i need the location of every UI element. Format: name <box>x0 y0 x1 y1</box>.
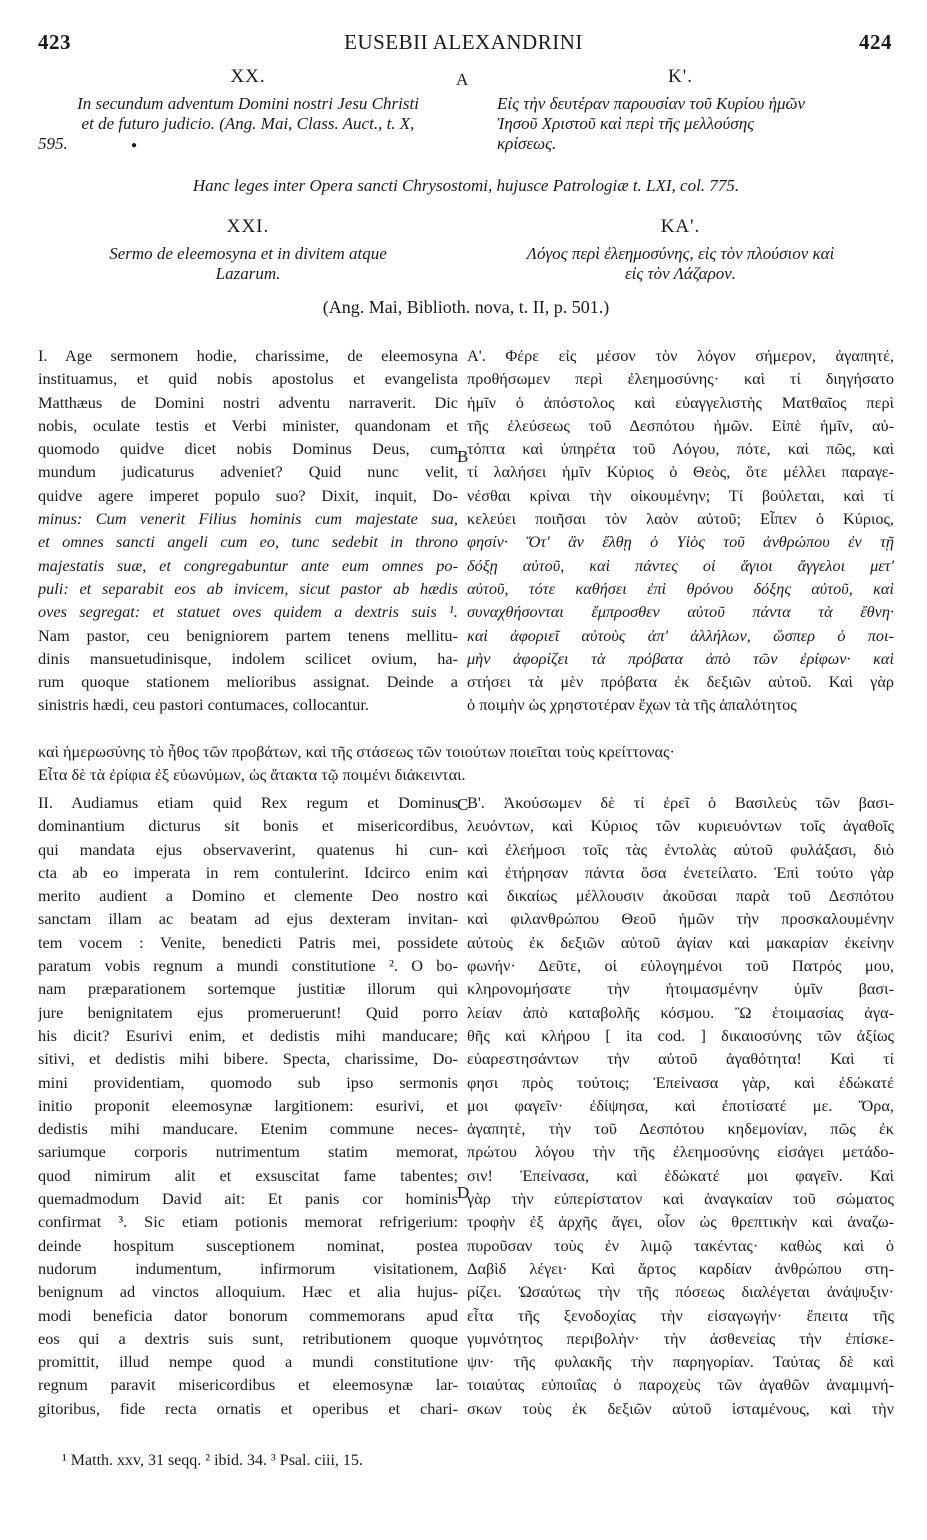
text-line: κληρονομήσατε τὴν ἡτοιμασμένην ὑμῖν βασι- <box>467 979 894 999</box>
text-line: σκων τοὺς ἐκ δεξιῶν αὐτοῦ ἱσταμένους, καὶ τὴν <box>467 1398 894 1418</box>
text-line: mundum judicaturus adveniet? Quid nunc velit, <box>38 462 458 482</box>
paragraph-2-greek <box>467 791 894 1420</box>
text-line: τῆς ἐλεύσεως τοῦ Δεσπότου ἡμῶν. Εἰπὲ ἡμῖν, αὐ- <box>467 415 894 435</box>
text-line: instituamus, et quid nobis apostolus et evangelista <box>38 369 458 389</box>
title-line: κρίσεως. <box>497 134 557 153</box>
text-line: II. Audiamus etiam quid Rex regum et Dominus <box>38 793 458 812</box>
text-line: minus: Cum venerit Filius hominis cum majestate sua, <box>38 509 458 529</box>
text-line: quomodo quidve dicet nobis Dominus Deus, cum <box>38 439 458 459</box>
text-line: paratum vobis regnum a mundi constitutione ². O bo- <box>38 956 458 976</box>
text-line: ψιν· τῆς φυλακῆς τὴν παρηγορίαν. Ταύτας δὲ καὶ <box>467 1352 894 1372</box>
section-xx-latin-title <box>38 94 458 154</box>
section-xx-latin-number: XX. <box>230 66 266 87</box>
text-line: πυροῦσαν τοὺς ἐν λιμῷ τακέντας· καθὼς καὶ ὁ <box>467 1235 894 1255</box>
text-line: φησι πρὸς τούτοις; Ἐπείνασα γὰρ, καὶ ἐδώκατέ <box>467 1072 894 1092</box>
text-line: γὰρ τὴν εὐπερίστατον καὶ ἀναγκαίαν τοῦ σώματος <box>467 1189 894 1209</box>
text-line: ἀγαπητὲ, τὴν τοῦ Δεσπότου κηδεμονίαν, πῶς ἐκ <box>467 1119 894 1139</box>
paragraph-1-greek <box>467 344 894 717</box>
text-line: Εἶτα δὲ τὰ ἐρίφια ἐξ εὐωνύμων, ὡς ἄτακτα τῷ ποιμένι διάκεινται. <box>38 765 466 784</box>
text-line: φησίν· Ὅτ' ἂν ἔλθῃ ὁ Υἱὸς τοῦ ἀνθρώπου ἐν τῇ <box>467 532 894 552</box>
text-line: αὐτοὺς ἐκ δεξιῶν αὐτοῦ ἁγίαν καὶ μακαρίαν ἐκείνην <box>467 932 894 952</box>
text-line: προθήσωμεν περὶ ἐλεημοσύνης· καὶ τί διηγήσατο <box>467 369 894 389</box>
text-line: φωνήν· Δεῦτε, οἱ εὐλογημένοι τοῦ Πατρός μου, <box>467 956 894 976</box>
text-line: συναχθήσονται ἔμπροσθεν αὐτοῦ πάντα τὰ ἔθνη· <box>467 602 894 622</box>
text-line: dinis mansuetudinisque, indolem scilicet ovium, ha- <box>38 648 458 668</box>
text-line: A'. Φέρε εἰς μέσον τὸν λόγον σήμερον, ἀγαπητέ, <box>467 346 894 365</box>
margin-letter-a: A <box>456 70 469 89</box>
bullet-mark: ● <box>131 140 138 151</box>
text-line: regnum paravit misericordibus et eleemosynæ lar- <box>38 1375 458 1395</box>
text-line: μὴν ἀφορίζει τὰ πρόβατα ἀπὸ τῶν ἐρίφων· καὶ <box>467 648 894 668</box>
text-line: gitoribus, fide recta ornatis et operibus et chari- <box>38 1398 458 1418</box>
text-line: Δαβὶδ λέγει· Καὶ ἄρτος καρδίαν ἀνθρώπου στη- <box>467 1258 894 1278</box>
text-line: B'. Ἀκούσωμεν δὲ τί ἐρεῖ ὁ Βασιλεὺς τῶν βασι- <box>467 793 894 812</box>
text-line: καὶ φιλανθρώπου Θεοῦ ἡμῶν τὴν προσκαλουμένην <box>467 909 894 929</box>
text-line: sinistris hædi, ceu pastori contumaces, collocantur. <box>38 695 369 715</box>
text-line: nudorum indumentum, infirmorum visitationem, <box>38 1258 458 1278</box>
text-line: sanctam illam ac beatam ad ejus dexteram invitan- <box>38 909 458 929</box>
text-line: qui mandata ejus observaverint, quatenus hi cun- <box>38 839 458 859</box>
text-line: et omnes sancti angeli cum eo, tunc sedebit in throno <box>38 532 458 552</box>
text-line: θῆς καὶ κλήρου [ ita cod. ] δικαιοσύνης τῶν ἀξίως <box>467 1025 894 1045</box>
text-line: cta ab eo imperata in rem contulerint. Idcirco enim <box>38 862 458 882</box>
text-line: initio proponit eleemosynæ largitionem: esurivi, et <box>38 1095 458 1115</box>
text-line: λευόντων, καὶ Κύριος τῶν κυριευόντων τοῖς ἀγαθοῖς <box>467 816 894 836</box>
text-line: quod nimirum alit et exsuscitat fame tabentes; <box>38 1165 458 1185</box>
text-line: rum quoque stationem melioribus assignat. Deinde a <box>38 672 458 692</box>
text-line: confirmat ³. Sic etiam potionis memorat refrigerium: <box>38 1212 458 1232</box>
text-line: merito audient a Domino et clemente Deo nostro <box>38 886 458 906</box>
text-line: sitivi, et dedistis mihi bibere. Specta, charissime, Do- <box>38 1049 458 1069</box>
text-line: τόπτα καὶ ὑπηρέτα τοῦ Λόγου, πότε, καὶ πῶς, καὶ <box>467 439 894 459</box>
title-line: Εἰς τὴν δευτέραν παρουσίαν τοῦ Κυρίου ἡμῶν <box>497 94 806 113</box>
page-number-right: 424 <box>859 30 892 54</box>
section-xx-greek-title <box>497 94 894 154</box>
title-line: Ἰησοῦ Χριστοῦ καὶ περὶ τῆς μελλούσης <box>497 114 755 133</box>
text-line: eos qui a dextris suis sunt, retributionem quoque <box>38 1328 458 1348</box>
title-line: Lazarum. <box>215 264 281 283</box>
text-line: oves segregat: et statuet oves quidem a dextris suis ¹. <box>38 602 458 622</box>
greek-full-width-lines <box>38 740 894 786</box>
text-line: ρίζει. Ὡσαύτως τὴν τῆς πόσεως διαλέγεται ἀνάψυξιν· <box>467 1282 894 1302</box>
text-line: εὐαρεστησάντων τὴν αὐτοῦ ἀγαθότητα! Καὶ τί <box>467 1049 894 1069</box>
title-line: Λόγος περὶ ἐλεημοσύνης, εἰς τὸν πλούσιον καὶ <box>526 244 835 263</box>
text-line: benignum ad vinctos alloquium. Hæc et alia hujus- <box>38 1282 458 1302</box>
text-line: Nam pastor, ceu benigniorem partem tenens mellitu- <box>38 625 458 645</box>
title-line: εἰς τὸν Λάζαρον. <box>624 264 737 283</box>
margin-letter-c: C <box>457 795 469 814</box>
text-line: quemadmodum David ait: Et panis cor hominis <box>38 1189 458 1209</box>
text-line: sariumque corporis nutrimentum statim memorat, <box>38 1142 458 1162</box>
text-line: τροφὴν ἐξ ἀρχῆς ἄγει, οἷον ὡς θρεπτικὴν καὶ ἀναζω- <box>467 1212 894 1232</box>
text-line: nam præparationem sortemque justitiæ illorum qui <box>38 979 458 999</box>
text-line: modi beneficia dator bonorum commemorans apud <box>38 1305 458 1325</box>
text-line: λείαν ἀπὸ καταβολῆς κόσμου. Ὢ ἑτοιμασίας ἀγα- <box>467 1002 894 1022</box>
text-line: quidve agere imperet populo suo? Dixit, inquit, Do- <box>38 485 458 505</box>
page-number-left: 423 <box>38 30 71 54</box>
text-line: κελεύει ποιῆσαι τὸν λαὸν αὐτοῦ; Εἶπεν ὁ Κύριος, <box>467 509 894 529</box>
text-line: γυμνότητος περιβολὴν· τὴν ἀσθενείας τὴν ἐπίσκε- <box>467 1328 894 1348</box>
section-xxi-latin-title <box>38 244 458 284</box>
text-line: καὶ ἀφοριεῖ αὐτοὺς ἀπ' ἀλλήλων, ὥσπερ ὁ ποι- <box>467 625 894 645</box>
text-line: ἡμῖν ὁ ἀπόστολος καὶ εὐαγγελιστὴς Ματθαῖος περὶ <box>467 392 894 412</box>
paragraph-2-latin <box>38 791 458 1420</box>
running-title: EUSEBII ALEXANDRINI <box>344 30 583 54</box>
text-line: I. Age sermonem hodie, charissime, de eleemosyna <box>38 346 458 365</box>
text-line: σιν! Ἐπείνασα, καὶ ἐδώκατέ μοι φαγεῖν. Καὶ <box>467 1165 894 1185</box>
text-line: καὶ ἐλεήμοσι τοῖς τὰς ἐντολὰς αὐτοῦ φυλάξασι, διὸ <box>467 839 894 859</box>
section-xxi-greek-title <box>467 244 894 284</box>
section-xx-greek-number: K'. <box>668 66 693 87</box>
section-xxi-latin-number: XXI. <box>226 216 270 237</box>
text-line: Matthæus de Domini nostri adventu narraverit. Dic <box>38 392 458 412</box>
text-line: majestatis suæ, et congregabuntur ante eum omnes po- <box>38 555 458 575</box>
margin-letter-b: B <box>457 447 469 466</box>
footnotes: ¹ Matth. xxv, 31 seqq. ² ibid. 34. ³ Psal. ciii, 15. <box>62 1452 363 1469</box>
text-line: μοι φαγεῖν· ἐδίψησα, καὶ ἐποτίσατέ με. Ὅρα, <box>467 1095 894 1115</box>
text-line: τοιαύτας εὐποιΐας ὁ παροχεὺς τῶν ἀγαθῶν ἀναμιμνή- <box>467 1375 894 1395</box>
text-line: tem vocem : Venite, benedicti Patris mei, possidete <box>38 932 458 952</box>
text-line: mini providentiam, quomodo sub ipso sermonis <box>38 1072 458 1092</box>
text-line: καὶ δικαίως μέλλουσιν ἀκοῦσαι παρὰ τοῦ Δεσπότου <box>467 886 894 906</box>
text-line: deinde hospitum susceptionem nominat, postea <box>38 1235 458 1255</box>
text-line: ὁ ποιμὴν ὡς χρηστοτέραν ἔχων τὰ τῆς ἁπαλότητος <box>467 695 797 715</box>
text-line: jure benignitatem ejus promeruerunt! Quid porro <box>38 1002 458 1022</box>
title-line: In secundum adventum Domini nostri Jesu Christi <box>77 94 419 113</box>
text-line: στήσει τὰ μὲν πρόβατα ἐκ δεξιῶν αὐτοῦ. Καὶ γὰρ <box>467 672 894 692</box>
paragraph-1-latin <box>38 344 458 717</box>
text-line: εἶτα τῆς ξενοδοχίας τὴν εἰσαγωγήν· ἔπειτα τῆς <box>467 1305 894 1325</box>
text-line: δόξῃ αὐτοῦ, καὶ πάντες οἱ ἅγιοι ἄγγελοι μετ' <box>467 555 894 575</box>
section-xxi-source: (Ang. Mai, Biblioth. nova, t. II, p. 501.) <box>322 297 610 317</box>
title-line: 595. <box>38 134 68 153</box>
text-line: dedistis mihi manducare. Etenim commune neces- <box>38 1119 458 1139</box>
text-line: promittit, illud nempe quod a mundi constitutione <box>38 1352 458 1372</box>
section-xx-note: Hanc leges inter Opera sancti Chrysostomi, hujusce Patrologiæ t. LXI, col. 775. <box>192 176 740 195</box>
title-line: et de futuro judicio. (Ang. Mai, Class. Auct., t. X, <box>81 114 415 133</box>
section-xxi-greek-number: KA'. <box>660 216 701 237</box>
margin-letter-d: D <box>457 1183 470 1202</box>
text-line: πρώτου λόγου τὴν τῆς ἐλεημοσύνης εἰσάγει μετάδο- <box>467 1142 894 1162</box>
text-line: καὶ ἐτήρησαν πάντα ὅσα ἐνετείλατο. Ἐπὶ τούτο γὰρ <box>467 862 894 882</box>
text-line: his dicit? Esurivi enim, et dedistis mihi manducare; <box>38 1025 458 1045</box>
title-line: Sermo de eleemosyna et in divitem atque <box>109 244 387 263</box>
text-line: nobis, oculate testis et Verbi minister, quandonam et <box>38 415 458 435</box>
text-line: αὐτοῦ, τότε καθήσει ἐπὶ θρόνου δόξης αὐτοῦ, καὶ <box>467 578 894 598</box>
text-line: τί λαλήσει ἡμῖν Κύριος ὁ Θεὸς, ὅτε μέλλει παραγε- <box>467 462 894 482</box>
text-line: dominantium dicturus sit bonis et misericordibus, <box>38 816 458 836</box>
text-line: καὶ ἡμερωσύνης τὸ ἦθος τῶν προβάτων, καὶ τῆς στάσεως τῶν τοιούτων ποιεῖται τοὺς κρείττονας· <box>38 742 675 761</box>
text-line: νέσθαι κρίναι τὴν οἰκουμένην; Τί βούλεται, καὶ τί <box>467 485 894 505</box>
text-line: puli: et separabit eos ab invicem, sicut pastor ab hædis <box>38 578 458 598</box>
